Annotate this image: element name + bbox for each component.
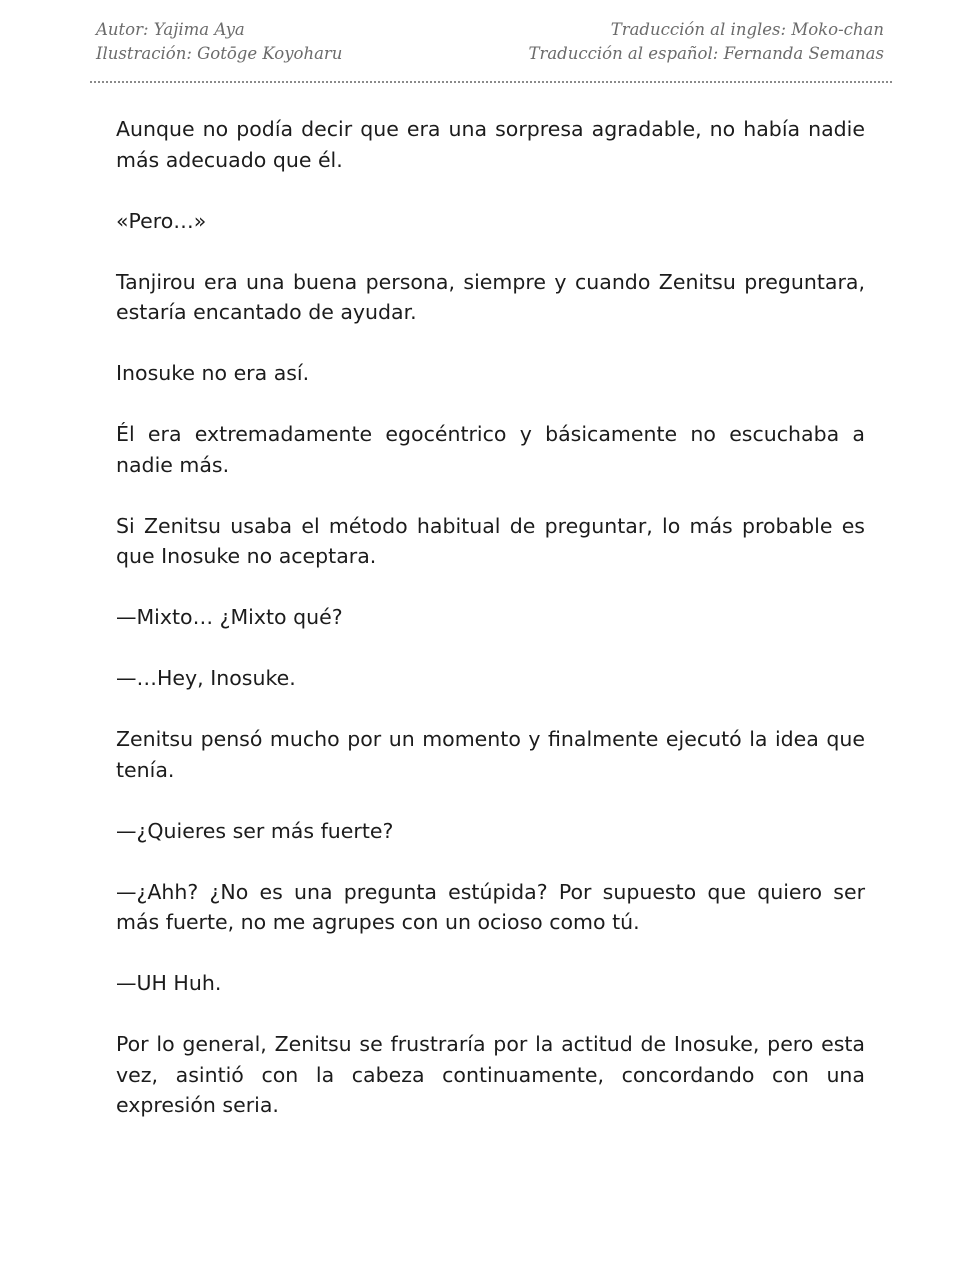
paragraph: Inosuke no era así. — [116, 361, 310, 385]
paragraph: Él era extremadamente egocéntrico y básicamente no escuchaba a nadie más. — [116, 422, 865, 477]
dialogue-line: —¿Ahh? ¿No es una pregunta estúpida? Por supuesto que quiero ser más fuerte, no me agrupes con un ocioso como tú. — [116, 879, 865, 934]
dialogue-line: —…Hey, Inosuke. — [116, 666, 296, 690]
dialogue-line: —Mixto… ¿Mixto qué? — [116, 605, 343, 629]
page-header — [96, 18, 884, 68]
paragraph: «Pero…» — [116, 208, 207, 233]
paragraph: Tanjirou era una buena persona, siempre y cuando Zenitsu preguntara, estaría encantado de ayudar. — [116, 269, 865, 324]
dialogue-line: —UH Huh. — [116, 971, 222, 995]
body-text — [116, 114, 865, 1151]
paragraph: Zenitsu pensó mucho por un momento y finalmente ejecutó la idea que tenía. — [116, 727, 865, 782]
english-translation-credit: Traducción al ingles: Moko-chan — [610, 20, 884, 39]
header-divider — [90, 81, 892, 83]
illustration-credit: Ilustración: Gotōge Koyoharu — [96, 44, 343, 63]
spanish-translation-credit: Traducción al español: Fernanda Semanas — [528, 44, 884, 63]
paragraph: Por lo general, Zenitsu se frustraría por la actitud de Inosuke, pero esta vez, asintió con la cabeza continuamente, concordando con una expresión seria. — [116, 1032, 865, 1117]
header-credits-right — [528, 18, 884, 66]
header-credits-left — [96, 18, 342, 66]
paragraph: Si Zenitsu usaba el método habitual de preguntar, lo más probable es que Inosuke no aceptara. — [116, 513, 865, 568]
dialogue-line: —¿Quieres ser más fuerte? — [116, 818, 394, 843]
paragraph: Aunque no podía decir que era una sorpresa agradable, no había nadie más adecuado que él. — [116, 117, 865, 172]
author-credit: Autor: Yajima Aya — [96, 20, 245, 39]
